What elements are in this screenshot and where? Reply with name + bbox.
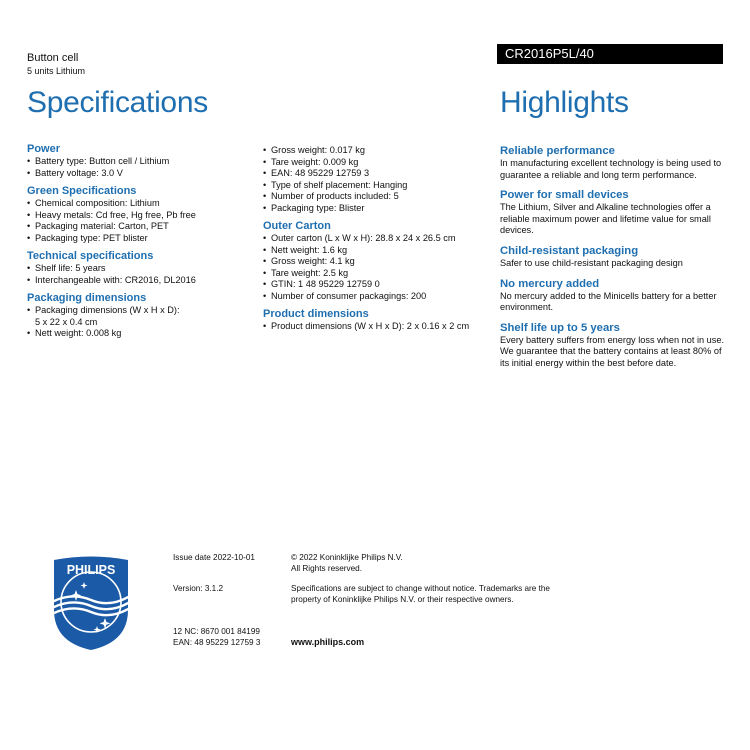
spec-item: • Battery voltage: 3.0 V [27, 168, 252, 180]
specification-disclaimer: Specifications are subject to change without notice. Trademarks are the property of Koninklijke Philips N.V. or their respective owners. [291, 584, 550, 604]
highlight-item [500, 189, 725, 237]
spec-section-title: Outer Carton [263, 220, 331, 232]
highlight-text: No mercury added to the Minicells battery for a better environment. [500, 290, 717, 313]
spec-item: • Outer carton (L x W x H): 28.8 x 24 x 26.5 cm [263, 233, 493, 245]
highlights-heading: Highlights [500, 86, 629, 119]
spec-section-title: Product dimensions [263, 308, 369, 320]
spec-section-packaging [27, 292, 252, 340]
spec-section-title: Packaging dimensions [27, 292, 147, 304]
copyright-notice: © 2022 Koninklijke Philips N.V. [291, 553, 403, 562]
highlight-title: Shelf life up to 5 years [500, 321, 620, 334]
highlight-text: Safer to use child-resistant packaging design [500, 257, 683, 268]
spec-item: • Product dimensions (W x H x D): 2 x 0.16 x 2 cm [263, 321, 493, 333]
rights-notice: All Rights reserved. [291, 564, 362, 573]
spec-item: • Tare weight: 0.009 kg [263, 157, 493, 169]
highlight-title: Child-resistant packaging [500, 244, 639, 257]
spec-section-title: Green Specifications [27, 185, 137, 197]
spec-item: • Packaging type: Blister [263, 203, 493, 215]
spec-section-green [27, 185, 252, 244]
spec-item: • Gross weight: 0.017 kg [263, 145, 493, 157]
spec-item: • Battery type: Button cell / Lithium [27, 156, 252, 168]
spec-item: • Chemical composition: Lithium [27, 198, 252, 210]
spec-item: • Shelf life: 5 years [27, 263, 252, 275]
specs-left-column [27, 143, 252, 346]
issue-date: Issue date 2022-10-01 [173, 553, 255, 562]
highlight-item [500, 322, 725, 370]
spec-item: • EAN: 48 95229 12759 3 [263, 168, 493, 180]
spec-section-technical [27, 250, 252, 286]
spec-item-continuation: 5 x 22 x 0.4 cm [35, 316, 98, 327]
spec-item: • Tare weight: 2.5 kg [263, 268, 493, 280]
spec-item: • Heavy metals: Cd free, Hg free, Pb free [27, 210, 252, 222]
logo-wordmark: PHILIPS [66, 563, 116, 577]
highlight-title: No mercury added [500, 277, 600, 290]
highlight-text: In manufacturing excellent technology is being used to guarantee a reliable and long term performance. [500, 158, 722, 180]
model-number-badge: CR2016P5L/40 [497, 44, 723, 64]
spec-item: • GTIN: 1 48 95229 12759 0 [263, 279, 493, 291]
spec-section-product-dimensions [263, 308, 493, 333]
spec-section-packaging-cont [263, 145, 493, 214]
product-subtitle: 5 units Lithium [27, 66, 86, 76]
highlight-item [500, 245, 725, 270]
product-name: Button cell [27, 52, 79, 64]
philips-shield-logo [52, 552, 130, 652]
spec-item: • Nett weight: 0.008 kg [27, 328, 252, 340]
spec-item: • Packaging type: PET blister [27, 233, 252, 245]
spec-section-title: Technical specifications [27, 250, 154, 262]
spec-item: • Type of shelf placement: Hanging [263, 180, 493, 192]
spec-section-title: Power [27, 143, 61, 155]
highlight-item [500, 278, 725, 314]
nc-code: 12 NC: 8670 001 84199 [173, 627, 260, 636]
ean-code: EAN: 48 95229 12759 3 [173, 638, 261, 647]
spec-item-text: Packaging dimensions (W x H x D): [35, 305, 180, 315]
highlight-text: Every battery suffers from energy loss when not in use. We guarantee that the battery contains at least 80% of its initial energy within the best before date. [500, 334, 725, 368]
spec-section-outer-carton [263, 220, 493, 302]
specifications-heading: Specifications [27, 86, 208, 119]
highlight-title: Power for small devices [500, 189, 629, 202]
specs-middle-column [263, 145, 493, 339]
spec-item: • Number of consumer packagings: 200 [263, 291, 493, 303]
highlight-text: The Lithium, Silver and Alkaline technologies offer a reliable maximum power and lifetime value for small devices. [500, 202, 711, 236]
spec-item: • Number of products included: 5 [263, 191, 493, 203]
spec-item: • Nett weight: 1.6 kg [263, 245, 493, 257]
spec-section-power [27, 143, 252, 179]
highlight-item [500, 145, 725, 181]
version-number: Version: 3.1.2 [173, 584, 224, 593]
highlight-title: Reliable performance [500, 145, 615, 157]
highlights-column [500, 145, 725, 378]
website-link[interactable]: www.philips.com [291, 637, 365, 647]
spec-item [27, 305, 252, 328]
spec-item: • Gross weight: 4.1 kg [263, 256, 493, 268]
spec-item: • Packaging material: Carton, PET [27, 221, 252, 233]
spec-item: • Interchangeable with: CR2016, DL2016 [27, 275, 252, 287]
